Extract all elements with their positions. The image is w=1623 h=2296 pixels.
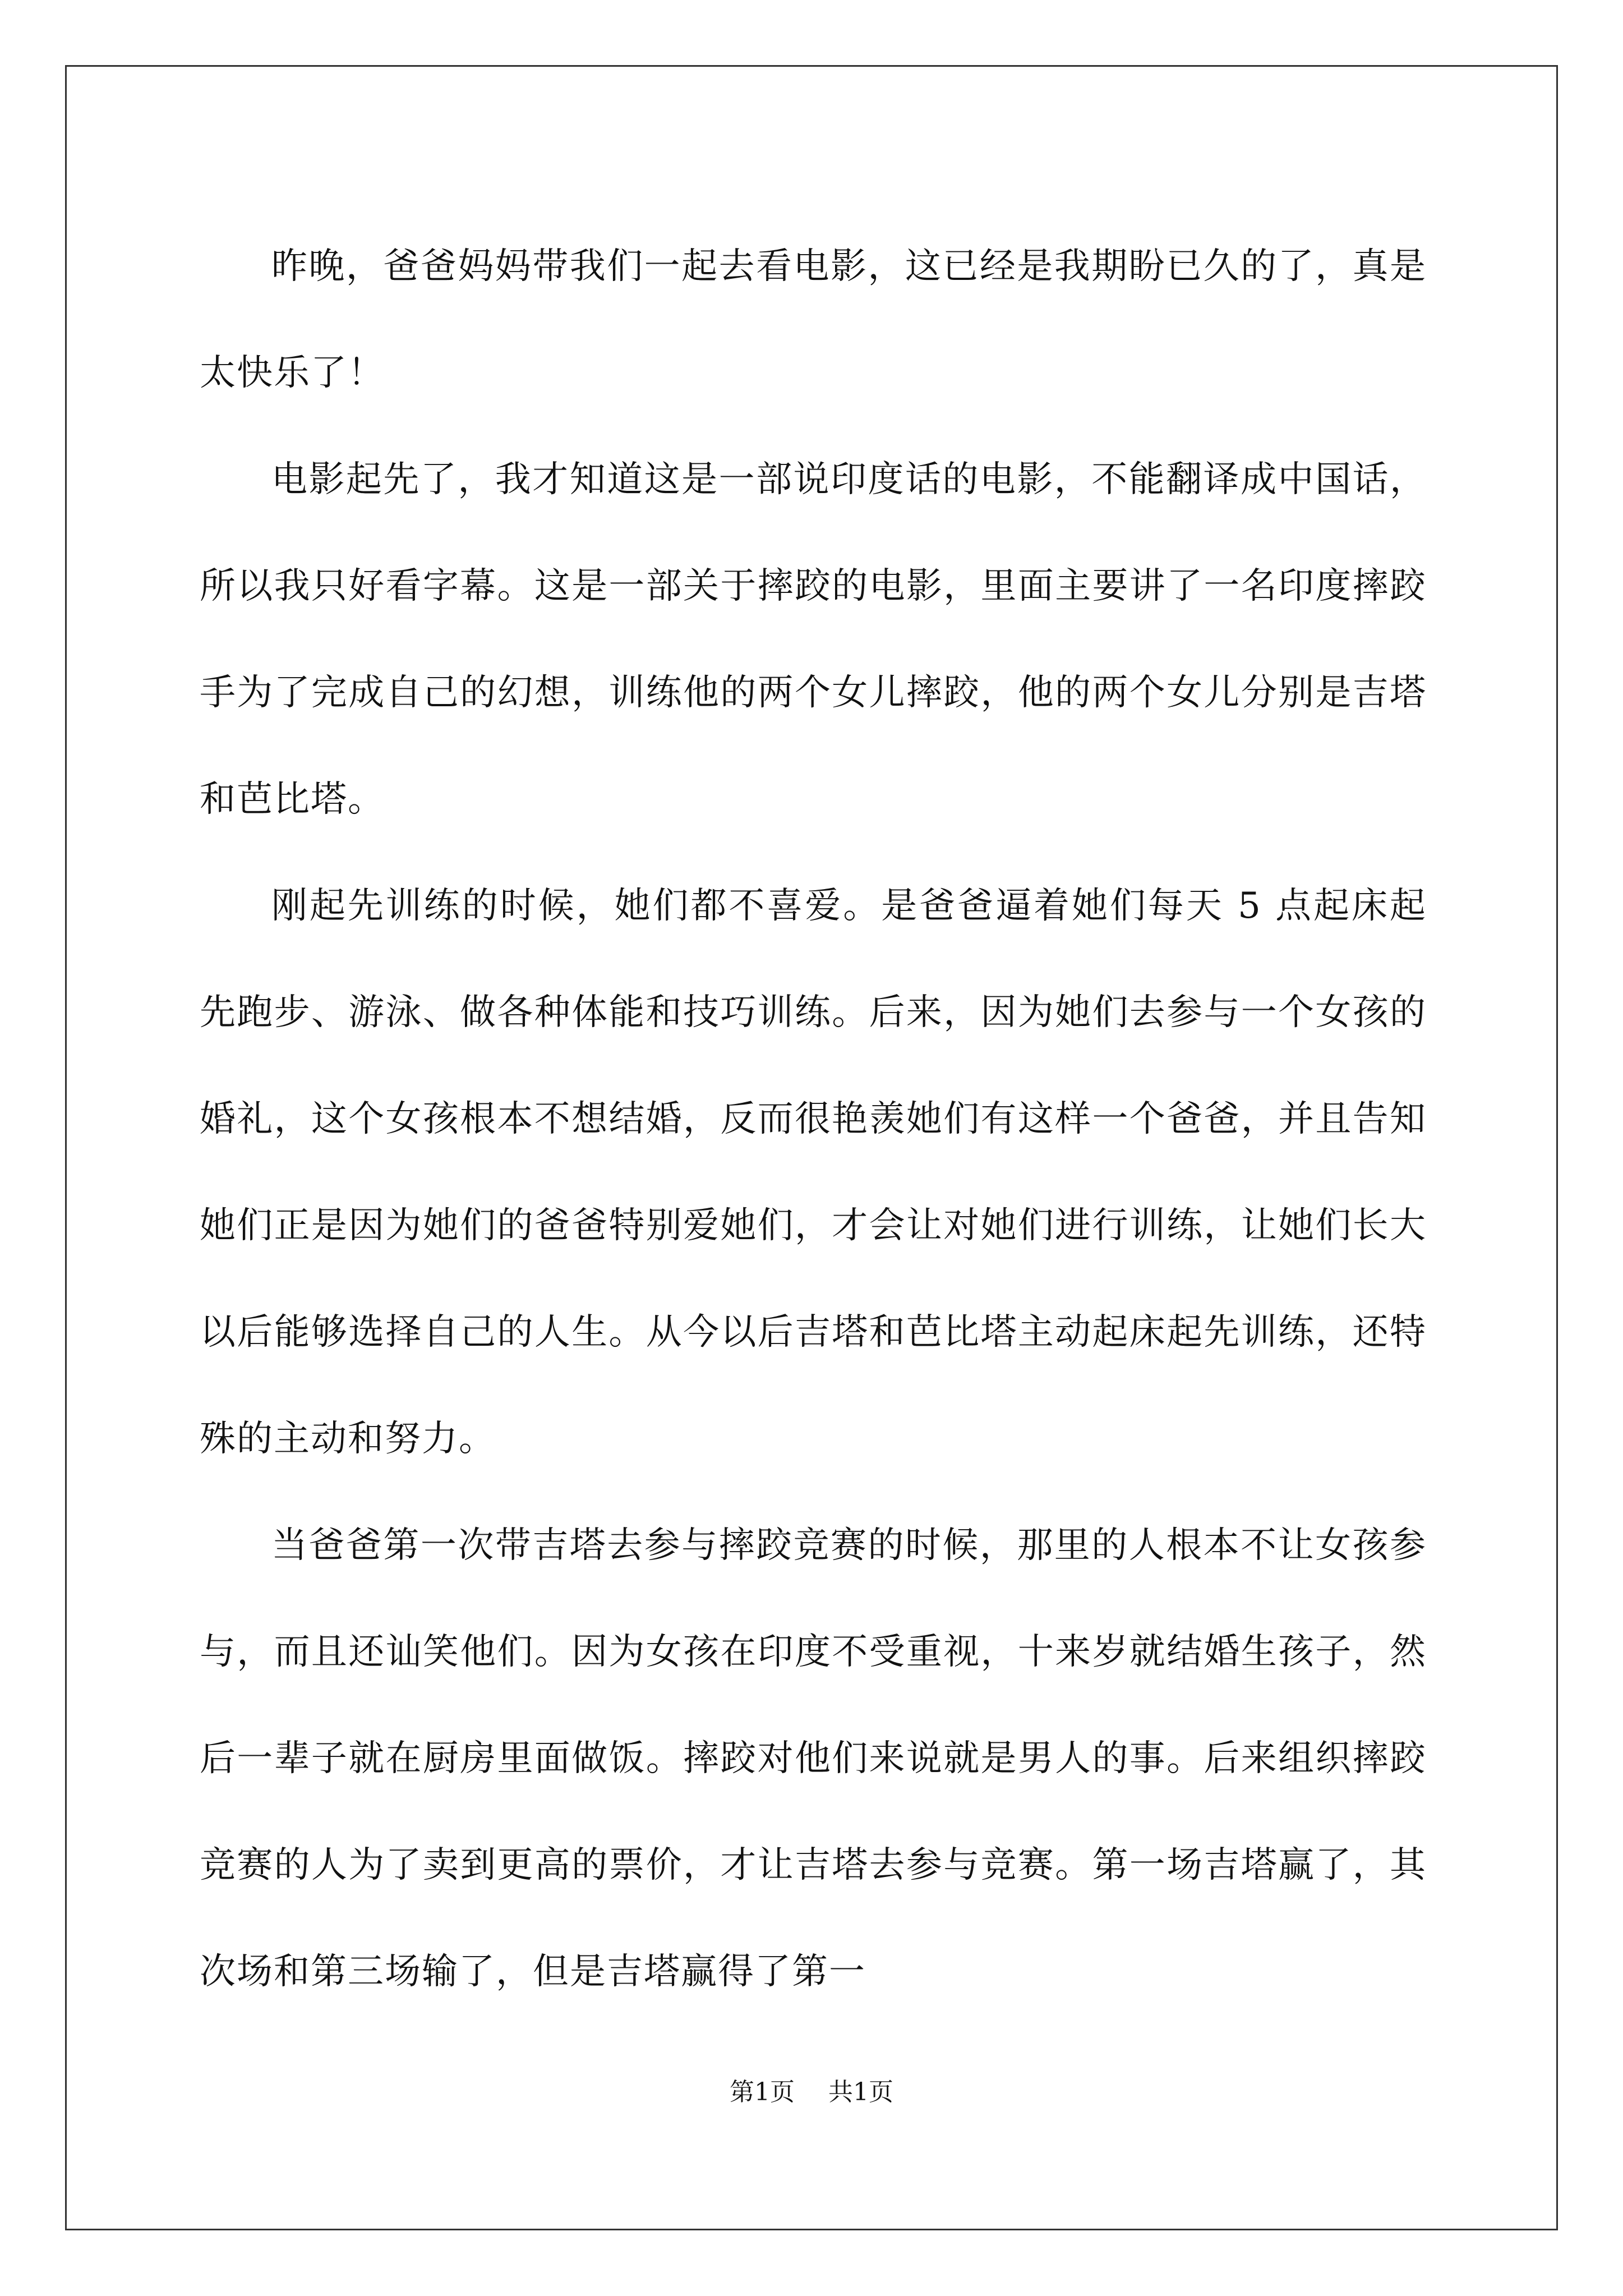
page-total: 共1页 <box>828 2078 893 2106</box>
page-number: 第1页 <box>730 2078 795 2106</box>
paragraph-2: 电影起先了，我才知道这是一部说印度话的电影，不能翻译成中国话，所以我只好看字幕。这是一部关于摔跤的电影，里面主要讲了一名印度摔跤手为了完成自己的幻想，训练他的两个女儿摔跤，他的两个女儿分别是吉塔和芭比塔。 <box>200 459 1427 820</box>
paragraph-1: 昨晚，爸爸妈妈带我们一起去看电影，这已经是我期盼已久的了，真是太快乐了！ <box>200 246 1427 394</box>
document-body <box>200 213 1427 2025</box>
paragraph-4: 当爸爸第一次带吉塔去参与摔跤竞赛的时候，那里的人根本不让女孩参与，而且还讪笑他们。因为女孩在印度不受重视，十来岁就结婚生孩子，然后一辈子就在厨房里面做饭。摔跤对他们来说就是男人的事。后来组织摔跤竞赛的人为了卖到更高的票价，才让吉塔去参与竞赛。第一场吉塔赢了，其次场和第三场输了，但是吉塔赢得了第一 <box>200 1525 1427 1993</box>
page-footer <box>0 2076 1623 2109</box>
paragraph-3: 刚起先训练的时候，她们都不喜爱。是爸爸逼着她们每天 5 点起床起先跑步、游泳、做各种体能和技巧训练。后来，因为她们去参与一个女孩的婚礼，这个女孩根本不想结婚，反而很艳羡她们有这样一个爸爸，并且告知她们正是因为她们的爸爸特别爱她们，才会让对她们进行训练，让她们长大以后能够选择自己的人生。从今以后吉塔和芭比塔主动起床起先训练，还特殊的主动和努力。 <box>200 885 1427 1460</box>
